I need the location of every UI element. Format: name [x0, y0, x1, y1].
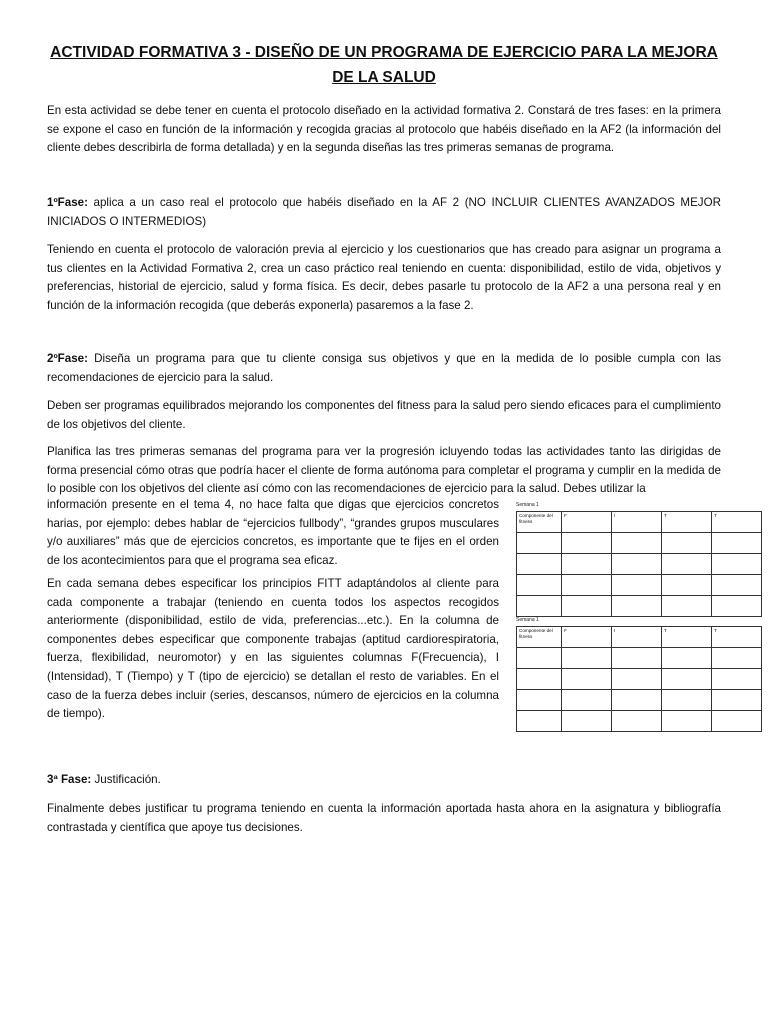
table-cell [712, 690, 762, 711]
table-cell [562, 554, 612, 575]
table-cell [517, 669, 562, 690]
table-header-cell: I [612, 627, 662, 648]
table-header-cell: T [662, 627, 712, 648]
table-cell [662, 648, 712, 669]
table-cell [562, 711, 612, 732]
fase2-paragraph-2: Planifica las tres primeras semanas del programa para ver la progresión icluyendo todas las actividades tanto las dirigidas de forma presencial cómo otras que podría hacer el cliente de forma autónoma para completar el programa y cumplir en la medida de lo posible con los objetivos del cliente así cómo con las recomendaciones de ejercicio para la salud. Debes utilizar la [47, 445, 721, 496]
fase3-label: 3ª Fase: [47, 773, 92, 786]
table-cell [712, 554, 762, 575]
fase2-paragraph-3: En cada semana debes especificar los principios FITT adaptándolos al cliente para cada componente a trabajar (teniendo en cuenta todos los aspectos recogidos anteriormente (disponibilidad, estilo de vida, preferencias...etc.). En la columna de componentes debes especificar que componente trabajas (aptitud cardiorespiratoria, fuerza, flexibilidad, neuromotor) y en las siguientes columnas F(Frecuencia), I (Intensidad), T (Tiempo) y T (tipo de ejercicio) se detallan el resto de variables. En el caso de la fuerza debes incluir (series, descansos, número de ejercicios en la columna de tiempo). [47, 577, 499, 721]
table-header-row [517, 627, 762, 648]
table-cell [562, 648, 612, 669]
table-header-cell: Componente del fitness [517, 512, 562, 533]
table-row [517, 596, 762, 617]
table-header-cell: F [562, 512, 612, 533]
table-week-label: Semana 1 [516, 617, 539, 623]
table-header-cell: Componente del fitness [517, 627, 562, 648]
table-cell [612, 711, 662, 732]
title-line-2: DE LA SALUD [332, 69, 436, 86]
table-cell [612, 669, 662, 690]
table-header-row [517, 512, 762, 533]
table-cell [612, 648, 662, 669]
table-header-cell: F [562, 627, 612, 648]
fase3-text: Justificación. [91, 773, 161, 786]
fase1-heading [47, 194, 721, 231]
table-header-cell: I [612, 512, 662, 533]
table-cell [612, 596, 662, 617]
fase2-heading [47, 350, 721, 387]
table-cell [517, 575, 562, 596]
fase1-label: 1ºFase: [47, 196, 88, 209]
table-cell [712, 596, 762, 617]
table-cell [562, 596, 612, 617]
table-row [517, 575, 762, 596]
fase2-paragraph-1: Deben ser programas equilibrados mejorando los componentes del fitness para la salud pero siendo eficaces para el cumplimiento de los objetivos del cliente. [47, 399, 721, 431]
title-line-1: ACTIVIDAD FORMATIVA 3 - DISEÑO DE UN PROGRAMA DE EJERCICIO PARA LA MEJORA [50, 44, 718, 61]
table-cell [517, 648, 562, 669]
table-cell [517, 690, 562, 711]
table-cell [517, 711, 562, 732]
table-cell [562, 690, 612, 711]
table-cell [612, 533, 662, 554]
table-header-cell: T [662, 512, 712, 533]
table-cell [562, 533, 612, 554]
table-cell [712, 648, 762, 669]
table-header-cell: T [712, 512, 762, 533]
page-title [40, 40, 728, 90]
intro-paragraph: En esta actividad se debe tener en cuenta el protocolo diseñado en la actividad formativa 2. Constará de tres fases: en la primera se expone el caso en función de la información y recogida gracias al protocolo que habéis diseñado en la AF2 (la información del cliente debes describirla de forma detallada) y en la segunda diseñas las tres primeras semanas de programa. [47, 104, 721, 155]
table-row [517, 533, 762, 554]
table-cell [712, 533, 762, 554]
table-cell [662, 575, 712, 596]
table-cell [662, 711, 712, 732]
table-cell [612, 554, 662, 575]
fase3-paragraph: Finalmente debes justificar tu programa teniendo en cuenta la información aportada hasta ahora en la asignatura y bibliografía contrastada y científica que apoye tus decisiones. [47, 802, 721, 834]
table-cell [517, 554, 562, 575]
table-row [517, 554, 762, 575]
table-cell [612, 575, 662, 596]
fitt-table [516, 511, 762, 617]
table-cell [662, 596, 712, 617]
fase3-heading [47, 771, 721, 790]
fase2-paragraph-2-continued: información presente en el tema 4, no hace falta que digas que ejercicios concretos harias, por ejemplo: debes hablar de “ejercicios fullbody”, “grandes grupos musculares y/o auxiliares” más que de ejercicios concretos, es importante que te fijes en el orden de los acontecimientos para que el programa sea eficaz. [47, 498, 499, 567]
table-cell [517, 533, 562, 554]
table-cell [662, 669, 712, 690]
table-cell [612, 690, 662, 711]
table-header-cell: T [712, 627, 762, 648]
table-cell [712, 711, 762, 732]
fase1-paragraph: Teniendo en cuenta el protocolo de valoración previa al ejercicio y los cuestionarios que has creado para asignar un programa a tus clientes en la Actividad Formativa 2, crea un caso práctico real teniendo en cuenta: disponibilidad, estilo de vida, objetivos y preferencias, historial de ejercicio, salud y forma física. Es decir, debes pasarle tu protocolo de la AF2 a una persona real y en función de la información recogida (que deberás exponerla) pasaremos a la fase 2. [47, 243, 721, 312]
table-cell [562, 669, 612, 690]
table-week-label: Semana 1 [516, 502, 539, 508]
table-cell [712, 575, 762, 596]
fitt-table-week-1 [516, 502, 762, 617]
fase1-text: aplica a un caso real el protocolo que habéis diseñado en la AF 2 (NO INCLUIR CLIENTES AVANZADOS MEJOR INICIADOS O INTERMEDIOS) [47, 196, 721, 228]
table-row [517, 648, 762, 669]
table-cell [562, 575, 612, 596]
table-cell [662, 533, 712, 554]
fitt-table-week-2 [516, 617, 762, 732]
table-row [517, 690, 762, 711]
fitt-table [516, 626, 762, 732]
table-row [517, 669, 762, 690]
table-row [517, 711, 762, 732]
table-cell [662, 690, 712, 711]
fase2-label: 2ºFase: [47, 352, 88, 365]
fase2-text: Diseña un programa para que tu cliente consiga sus objetivos y que en la medida de lo posible cumpla con las recomendaciones de ejercicio para la salud. [47, 352, 721, 384]
table-cell [712, 669, 762, 690]
table-cell [517, 596, 562, 617]
table-cell [662, 554, 712, 575]
